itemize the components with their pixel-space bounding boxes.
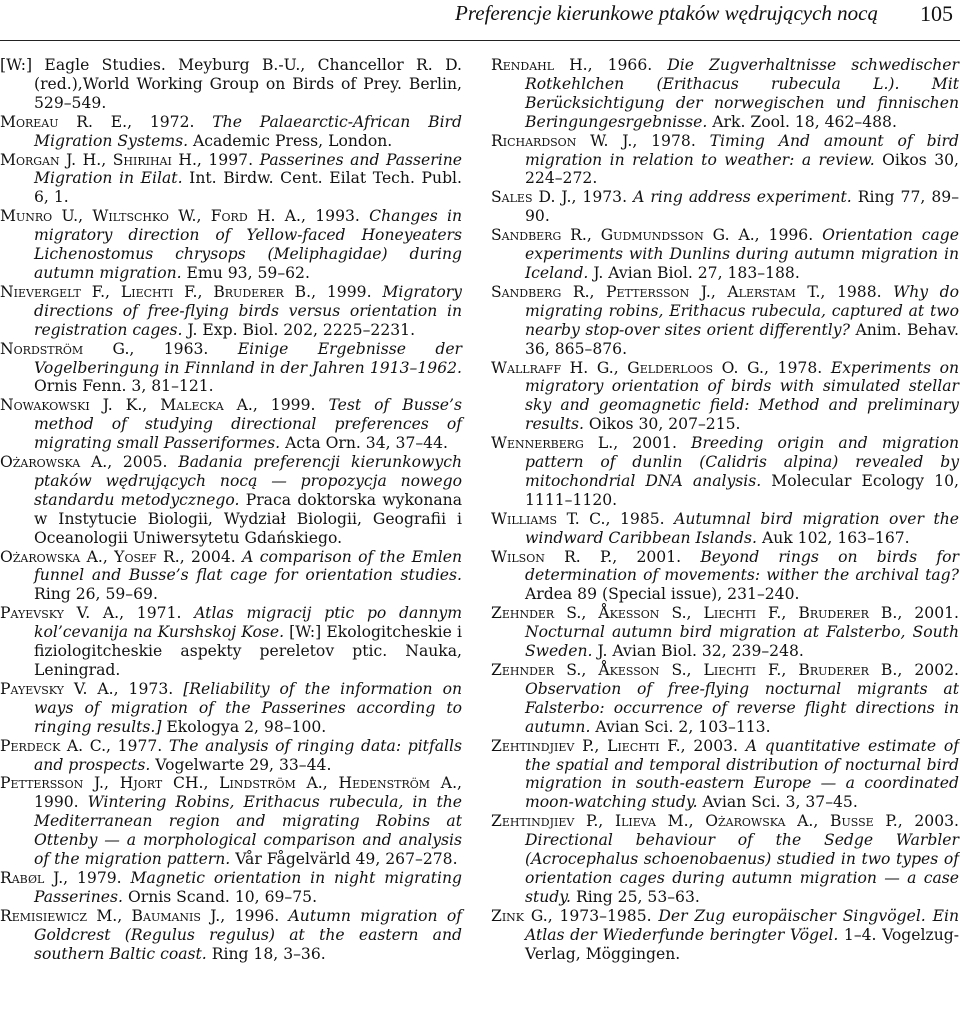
reference-title: Directional behaviour of the Sedge Warbler (Acrocephalus schoenobaenus) studied in two types of orientation cages during autumn migration — a case study.	[525, 831, 959, 906]
reference-entry	[0, 907, 462, 964]
reference-title: Migratory directions of free-flying birds versus orientation in registration cages.	[34, 282, 462, 339]
reference-authors: Zehtindjiev P., Ilieva M., Ożarowska A., Busse P.	[491, 812, 898, 831]
reference-authors: Zehnder S., Åkesson S., Liechti F., Bruderer B.	[491, 661, 898, 679]
running-title: Preferencje kierunkowe ptaków wędrujących nocą	[455, 1, 878, 25]
reference-entry	[0, 113, 462, 151]
reference-title: A comparison of the Emlen funnel and Busse’s flat cage for orientation studies.	[34, 547, 463, 585]
reference-source: [W:] Eagle Studies. Meyburg B.-U., Chancellor R. D. (red.),World Working Group on Birds of Prey. Berlin, 529–549.	[0, 56, 462, 112]
reference-title: Magnetic orientation in night migrating Passerines.	[34, 868, 462, 906]
reference-title: The Palaearctic-African Bird Migration Systems.	[34, 112, 462, 150]
reference-year: , 2002.	[897, 661, 960, 679]
reference-authors: Remisiewicz M., Baumanis J.	[0, 906, 221, 925]
reference-entry	[0, 548, 462, 605]
reference-source: Ring 25, 53–63.	[571, 887, 700, 906]
references-right-column	[491, 56, 959, 964]
reference-authors: Morgan J. H., Shirihai H.	[0, 150, 197, 169]
reference-title: Einige Ergebnisse der Vogelberingung in Finnland in der Jahren 1913–1962.	[34, 339, 463, 377]
reference-entry	[0, 680, 462, 737]
reference-year: , 1977.	[106, 736, 169, 755]
reference-title: [Reliability of the information on ways of migration of the Passerines according to ringing results.]	[34, 679, 462, 736]
reference-entry	[0, 737, 462, 775]
reference-year: , 1990.	[34, 774, 462, 812]
reference-title: The analysis of ringing data: pitfalls and prospects.	[34, 736, 462, 774]
reference-source: Ring 26, 59–69.	[34, 585, 158, 604]
references-left-column	[0, 56, 462, 964]
reference-entry	[0, 453, 462, 548]
reference-source: J. Exp. Biol. 202, 2225–2231.	[182, 320, 416, 339]
reference-title: Passerines and Passerine Migration in Eilat.	[34, 150, 462, 188]
reference-title: Timing And amount of bird migration in relation to weather: a review.	[525, 131, 959, 169]
reference-title: A ring address experiment.	[633, 188, 852, 207]
reference-year: , 1973.	[113, 679, 184, 698]
reference-entry	[491, 510, 959, 548]
reference-year: , 1973–1985.	[547, 906, 659, 925]
reference-title: Atlas migracij ptic po dannym kol’cevanija na Kurshskoj Kose.	[34, 604, 463, 642]
reference-entry	[0, 774, 462, 869]
reference-year: , 2003.	[680, 736, 746, 755]
reference-title: Experiments on migratory orientation of birds with simulated stellar sky and geomagnetic field: Method and preliminary results.	[525, 358, 960, 434]
reference-title: Beyond rings on birds for determination of movements: wither the archival tag?	[525, 547, 959, 585]
reference-authors: Williams T. C.	[491, 509, 606, 528]
reference-source: Molecular Ecology 10, 1111–1120.	[525, 471, 959, 509]
reference-source: Auk 102, 163–167.	[757, 528, 910, 547]
reference-authors: Pettersson J., Hjort CH., Lindström A., Hedenström A.	[0, 774, 458, 793]
reference-source: 1–4. Vogelzug-Verlag, Möggingen.	[525, 925, 960, 963]
reference-authors: Sandberg R., Pettersson J., Alerstam T.	[491, 282, 821, 301]
reference-authors: Payevsky V. A.	[0, 679, 114, 698]
reference-entry	[491, 283, 959, 359]
reference-authors: Sandberg R., Gudmundsson G. A.	[491, 226, 755, 245]
reference-entry	[0, 207, 462, 283]
reference-year: , 1996.	[220, 906, 289, 925]
reference-entry	[491, 907, 959, 964]
reference-authors: Wilson R. P.	[491, 547, 613, 566]
reference-source: [W:] Ekologitcheskie i fiziologitcheskie aspekty pereletov ptic. Nauka, Leningrad.	[34, 623, 462, 679]
reference-authors: Munro U., Wiltschko W., Ford H. A.	[0, 207, 301, 226]
reference-source: Ring 18, 3–36.	[206, 944, 326, 963]
reference-title: Nocturnal autumn bird migration at Falsterbo, South Sweden.	[525, 623, 959, 661]
reference-source: Acta Orn. 34, 37–44.	[280, 434, 448, 453]
reference-title: A quantitative estimate of the spatial and temporal distribution of nocturnal bird migration in south-eastern Europe — a coordinated moon-watching study.	[525, 736, 960, 812]
reference-source: Oikos 30, 224–272.	[525, 150, 959, 188]
reference-title: Autumn migration of Goldcrest (Regulus regulus) at the eastern and southern Baltic coast.	[34, 906, 462, 963]
reference-year: , 1988.	[820, 282, 894, 301]
reference-entry	[0, 340, 462, 397]
reference-year: , 1999.	[252, 396, 329, 415]
reference-authors: Wennerberg L.	[491, 434, 614, 453]
reference-authors: Nowakowski J. K., Malecka A.	[0, 396, 253, 415]
reference-entry	[491, 812, 959, 907]
reference-entry	[491, 434, 959, 510]
reference-year: , 1996.	[754, 226, 823, 245]
reference-authors: Sales D. J.	[491, 188, 572, 207]
reference-authors: Rabøl J.	[0, 868, 64, 887]
reference-authors: Ożarowska A., Yosef R.	[0, 547, 180, 566]
reference-authors: Richardson W. J.	[491, 131, 633, 150]
reference-year: , 1971.	[119, 604, 195, 623]
reference-year: , 1972.	[127, 112, 213, 131]
reference-year: , 1999.	[311, 282, 383, 301]
reference-source: Int. Birdw. Cent. Eilat Tech. Publ. 6, 1.	[34, 169, 462, 207]
reference-authors: Payevsky V. A.	[0, 604, 120, 623]
reference-title: Observation of free-flying nocturnal migrants at Falsterbo: occurrence of reverse flight directions in autumn.	[525, 679, 959, 736]
reference-title: Why do migrating robins, Erithacus rubecula, captured at two nearby stop-over sites orient differently?	[525, 282, 959, 339]
reference-entry	[491, 548, 959, 605]
reference-authors: Zink G.	[491, 906, 548, 925]
reference-authors: Moreau R. E.	[0, 112, 128, 131]
reference-entry	[0, 56, 462, 113]
reference-title: Wintering Robins, Erithacus rubecula, in the Mediterranean region and migrating Robins at Ottenby — a morphological comparison and analysis of the migration pattern.	[34, 793, 462, 869]
reference-source: Vogelwarte 29, 33–44.	[150, 755, 332, 774]
reference-entry	[491, 56, 959, 132]
reference-entry	[0, 396, 462, 453]
reference-entry	[0, 604, 462, 680]
reference-authors: Perdeck A. C.	[0, 736, 107, 755]
page-header	[0, 0, 960, 41]
reference-authors: Nievergelt F., Liechti F., Bruderer B.	[0, 282, 312, 301]
reference-year: , 2004.	[179, 547, 243, 566]
reference-source: Avian Sci. 3, 37–45.	[697, 793, 858, 812]
reference-source: Ring 77, 89–90.	[525, 188, 960, 226]
reference-authors: Rendahl H.	[491, 56, 588, 74]
reference-title: Breeding origin and migration pattern of dunlin (Calidris alpina) revealed by mitochondrial DNA analysis.	[525, 434, 960, 490]
reference-source: Anim. Behav. 36, 865–876.	[525, 320, 959, 358]
reference-year: , 2001.	[613, 434, 692, 453]
reference-source: Ark. Zool. 18, 462–488.	[707, 112, 897, 131]
reference-authors: Zehnder S., Åkesson S., Liechti F., Bruderer B.	[491, 604, 898, 623]
reference-source: Ekologya 2, 98–100.	[161, 717, 327, 736]
reference-year: , 1973.	[571, 188, 634, 207]
reference-authors: Ożarowska A.	[0, 453, 108, 472]
reference-title: Der Zug europäischer Singvögel. Ein Atlas der Wiederfunde beringter Vögel.	[525, 906, 959, 944]
reference-entry	[491, 132, 959, 189]
reference-year: , 1963.	[129, 339, 238, 358]
reference-entry	[0, 151, 462, 208]
reference-source: Vår Fågelvärld 49, 267–278.	[230, 850, 458, 869]
reference-entry	[491, 737, 959, 813]
reference-title: Orientation cage experiments with Dunlins during autumn migration in Iceland.	[525, 226, 959, 282]
reference-entry	[0, 869, 462, 907]
reference-source: J. Avian Biol. 32, 239–248.	[592, 642, 804, 661]
reference-year: , 2001.	[612, 547, 701, 566]
reference-entry	[0, 283, 462, 340]
reference-year: , 2003.	[897, 812, 959, 831]
reference-entry	[491, 188, 959, 226]
reference-source: Praca doktorska wykonana w Instytucie Biologii, Wydział Biologii, Geografii i Oceanologii Uniwersytetu Gdańskiego.	[34, 490, 462, 547]
reference-year: , 1978.	[763, 358, 831, 377]
reference-title: Badania preferencji kierunkowych ptaków wędrujących nocą — propozycja nowego standardu metodycznego.	[34, 453, 462, 509]
reference-year: , 2005.	[107, 453, 179, 472]
reference-source: Emu 93, 59–62.	[181, 263, 310, 282]
reference-entry	[491, 604, 959, 661]
reference-authors: Wallraff H. G., Gelderloos O. G.	[491, 358, 764, 377]
reference-entry	[491, 359, 959, 435]
reference-source: Avian Sci. 2, 103–113.	[590, 717, 771, 736]
reference-source: Oikos 30, 207–215.	[583, 415, 741, 434]
reference-entry	[491, 661, 959, 737]
reference-title: Die Zugverhaltnisse schwedischer Rotkehlchen (Erithacus rubecula L.). Mit Berücksichtigung der norwegischen und finnischen Beringungesrgebnisse.	[525, 56, 959, 131]
reference-authors: Nordström G.	[0, 339, 130, 358]
reference-year: , 2001.	[897, 604, 960, 623]
reference-source: Ardea 89 (Special issue), 231–240.	[525, 585, 800, 604]
reference-year: , 1978.	[632, 131, 710, 150]
reference-year: , 1993.	[301, 207, 370, 226]
reference-title: Changes in migratory direction of Yellow-faced Honeyeaters Lichenostomus chrysops (Meliphagidae) during autumn migration.	[34, 207, 463, 282]
reference-year: , 1979.	[63, 868, 131, 887]
page-number: 105	[920, 1, 953, 26]
reference-title: Test of Busse’s method of studying directional preferences of migrating small Passeriformes.	[34, 396, 462, 453]
reference-source: Ornis Fenn. 3, 81–121.	[34, 377, 214, 396]
reference-year: , 1997.	[196, 150, 260, 169]
reference-source: J. Avian Biol. 27, 183–188.	[588, 263, 800, 282]
reference-source: Ornis Scand. 10, 69–75.	[123, 887, 318, 906]
reference-source: Academic Press, London.	[188, 131, 393, 150]
reference-title: Autumnal bird migration over the windward Caribbean Islands.	[525, 509, 960, 547]
reference-entry	[491, 226, 959, 283]
reference-authors: Zehtindjiev P., Liechti F.	[491, 736, 681, 755]
reference-year: , 1985.	[605, 509, 675, 528]
reference-year: , 1966.	[587, 56, 668, 74]
